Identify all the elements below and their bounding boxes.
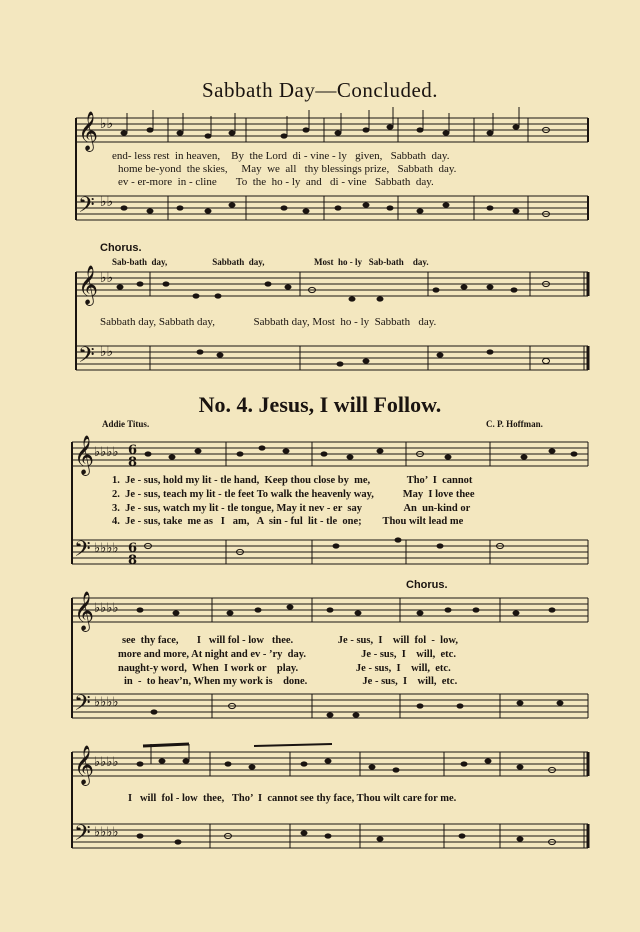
verse-line: see thy face, I will fol - low thee. Je - sus, I will fol - low, (122, 635, 458, 646)
svg-text:𝄞: 𝄞 (78, 265, 99, 305)
verse-line: 3. Je - sus, watch my lit - tle tongue, May it nev - er say An un-kind or (112, 503, 471, 514)
treble-clef-icon: 𝄞 (78, 111, 99, 151)
lyric-line: end- less rest in heaven, By the Lord di - vine - ly given, Sabbath day. (112, 150, 450, 162)
svg-text:♭♭: ♭♭ (100, 194, 114, 210)
svg-text:𝄢: 𝄢 (78, 343, 95, 373)
verse-line: 2. Je - sus, teach my lit - tle feet To walk the heavenly way, May I love thee (112, 489, 475, 500)
svg-text:8: 8 (128, 553, 138, 568)
verse-line: 4. Je - sus, take me as I am, A sin - ful lit - tle one; Thou wilt lead me (112, 516, 464, 527)
bass-clef-icon: 𝄢 (78, 193, 95, 223)
verse-line: 1. Je - sus, hold my lit - tle hand, Keep thou close by me, Tho’ I cannot (112, 475, 473, 486)
svg-text:♭♭: ♭♭ (100, 344, 114, 360)
svg-text:𝄢: 𝄢 (74, 691, 91, 721)
svg-text:𝄞: 𝄞 (74, 745, 95, 785)
svg-text:6: 6 (128, 541, 138, 556)
svg-text:♭♭: ♭♭ (100, 116, 114, 132)
chorus-label: Chorus. (406, 579, 448, 591)
chorus-top-lyric: Sab-bath day, Sabbath day, Most ho - ly Sab-bath day. (112, 257, 429, 267)
hymn-title: No. 4. Jesus, I will Follow. (198, 392, 442, 417)
section1-title: Sabbath Day—Concluded. (201, 78, 439, 102)
closing-lyric: I will fol - low thee, Tho’ I cannot see thy face, Thou wilt care for me. (128, 793, 457, 804)
verse-line: more and more, At night and ev - ’ry day. Je - sus, I will, etc. (118, 649, 456, 660)
composer: C. P. Hoffman. (486, 419, 543, 429)
lyric-line: home be-yond the skies, May we all thy blessings prize, Sabbath day. (118, 163, 457, 175)
svg-text:𝄞: 𝄞 (74, 435, 95, 475)
svg-text:♭♭♭♭: ♭♭♭♭ (94, 755, 119, 770)
svg-text:𝄢: 𝄢 (74, 821, 91, 851)
svg-text:𝄢: 𝄢 (74, 537, 91, 567)
svg-text:8: 8 (128, 455, 138, 470)
svg-text:♭♭♭♭: ♭♭♭♭ (94, 695, 119, 710)
svg-text:𝄞: 𝄞 (74, 591, 95, 631)
verse-line: in - to heav’n, When my work is done. Je - sus, I will, etc. (124, 676, 458, 687)
svg-text:♭♭♭♭: ♭♭♭♭ (94, 825, 119, 840)
svg-text:♭♭♭♭: ♭♭♭♭ (94, 601, 119, 616)
svg-text:♭♭: ♭♭ (100, 270, 114, 286)
chorus-label: Chorus. (100, 242, 142, 254)
lyric-line: ev - er-more in - cline To the ho - ly and di - vine Sabbath day. (118, 176, 434, 188)
svg-text:6: 6 (128, 443, 138, 458)
chorus-bottom-lyric: Sabbath day, Sabbath day, Sabbath day, Most ho - ly Sabbath day. (100, 316, 437, 328)
author: Addie Titus. (102, 419, 150, 429)
svg-text:♭♭♭♭: ♭♭♭♭ (94, 541, 119, 556)
verse-line: naught-y word, When I work or play. Je - sus, I will, etc. (118, 663, 451, 674)
svg-text:♭♭♭♭: ♭♭♭♭ (94, 445, 119, 460)
